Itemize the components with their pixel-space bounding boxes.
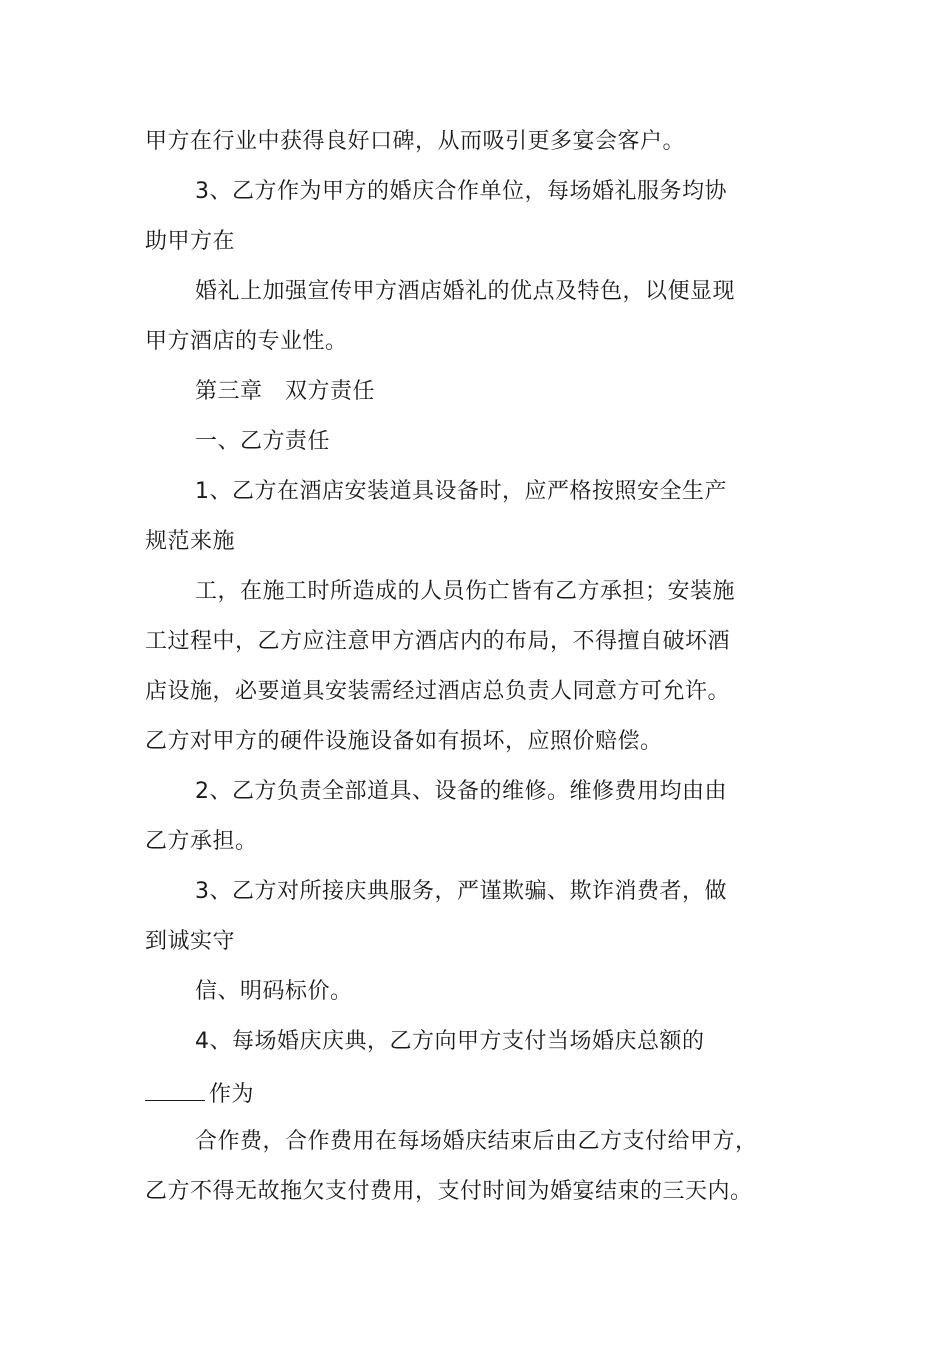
section-heading: 一、乙方责任	[195, 429, 331, 454]
fill-blank-line	[145, 1078, 254, 1109]
fill-in-blank	[145, 1078, 205, 1101]
chapter-heading: 第三章 双方责任	[195, 379, 376, 404]
paragraph-line: 到诚实守	[145, 929, 236, 954]
paragraph-line: 乙方不得无故拖欠支付费用，支付时间为婚宴结束的三天内。	[145, 1179, 753, 1204]
paragraph-line: 工过程中，乙方应注意甲方酒店内的布局，不得擅自破坏酒	[145, 629, 731, 654]
paragraph-line: 1、乙方在酒店安装道具设备时，应严格按照安全生产	[195, 479, 727, 504]
paragraph-line: 乙方对甲方的硬件设施设备如有损坏，应照价赔偿。	[145, 729, 663, 754]
paragraph-line: 2、乙方负责全部道具、设备的维修。维修费用均由由	[195, 779, 727, 804]
paragraph-line: 信、明码标价。	[195, 979, 353, 1004]
paragraph-line: 合作费，合作费用在每场婚庆结束后由乙方支付给甲方，	[195, 1129, 758, 1154]
paragraph-line: 婚礼上加强宣传甲方酒店婚礼的优点及特色，以便显现	[195, 279, 736, 304]
paragraph-line: 甲方在行业中获得良好口碑，从而吸引更多宴会客户。	[145, 129, 686, 154]
paragraph-line: 甲方酒店的专业性。	[145, 329, 348, 354]
paragraph-line: 4、每场婚庆庆典，乙方向甲方支付当场婚庆总额的	[195, 1029, 705, 1054]
paragraph-line: 作为	[209, 1082, 255, 1107]
paragraph-line: 工，在施工时所造成的人员伤亡皆有乙方承担；安装施	[195, 579, 736, 604]
paragraph-line: 3、乙方对所接庆典服务，严谨欺骗、欺诈消费者，做	[195, 879, 727, 904]
paragraph-line: 店设施，必要道具安装需经过酒店总负责人同意方可允许。	[145, 679, 731, 704]
paragraph-line: 乙方承担。	[145, 829, 258, 854]
paragraph-line: 助甲方在	[145, 229, 236, 254]
clause-3-heading-line: 3、乙方作为甲方的婚庆合作单位，每场婚礼服务均协	[195, 179, 727, 204]
paragraph-line: 规范来施	[145, 529, 236, 554]
